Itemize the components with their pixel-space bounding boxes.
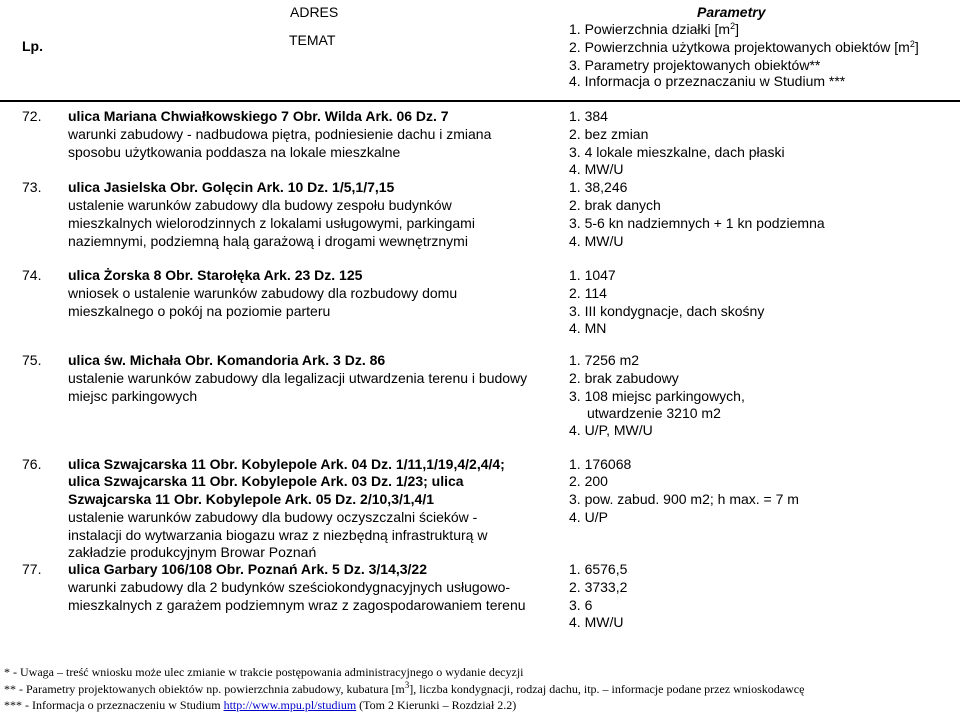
row-74-topic-1: wniosek o ustalenie warunków zabudowy dla rozbudowy domu — [68, 285, 458, 301]
header-adres: ADRES — [290, 4, 339, 20]
row-76-param-4: 4. U/P — [569, 509, 608, 525]
footnote-3 — [4, 697, 516, 713]
row-77-param-4: 4. MW/U — [569, 614, 624, 630]
header-param-1-close: ] — [735, 21, 739, 37]
row-76-param-3: 3. pow. zabud. 900 m2; h max. = 7 m — [569, 491, 799, 507]
row-72-param-4: 4. MW/U — [569, 161, 624, 177]
footnote-2-text: ** - Parametry projektowanych obiektów np. powierzchnia zabudowy, kubatura [m — [4, 682, 405, 696]
row-76-param-2: 2. 200 — [569, 473, 608, 489]
row-74-param-3: 3. III kondygnacje, dach skośny — [569, 303, 765, 319]
row-74-topic-2: mieszkalnego o pokój na poziomie parteru — [68, 303, 331, 319]
row-74-param-4: 4. MN — [569, 320, 607, 336]
row-76-topic-1: ustalenie warunków zabudowy dla budowy oczyszczalni ścieków - — [68, 509, 478, 525]
row-75-topic-1: ustalenie warunków zabudowy dla legalizacji utwardzenia terenu i budowy — [68, 370, 528, 386]
row-72-param-3: 3. 4 lokale mieszkalne, dach płaski — [569, 144, 785, 160]
header-temat: TEMAT — [289, 32, 336, 48]
header-param-3: 3. Parametry projektowanych obiektów** — [569, 57, 821, 73]
row-74-address: ulica Żorska 8 Obr. Starołęka Ark. 23 Dz. 125 — [68, 267, 363, 283]
row-77-param-3: 3. 6 — [569, 597, 593, 613]
row-75-address: ulica św. Michała Obr. Komandoria Ark. 3 Dz. 86 — [68, 352, 386, 368]
footnote-2-sup: 3 — [404, 680, 410, 690]
footnote-2-rest: ], liczba kondygnacji, rodzaj dachu, itp. – informacje podane przez wnioskodawcę — [409, 682, 805, 696]
row-72-address: ulica Mariana Chwiałkowskiego 7 Obr. Wilda Ark. 06 Dz. 7 — [68, 108, 449, 124]
row-73-param-4: 4. MW/U — [569, 233, 624, 249]
row-77-address: ulica Garbary 106/108 Obr. Poznań Ark. 5 Dz. 3/14,3/22 — [68, 561, 427, 577]
footnote-2 — [4, 681, 804, 697]
header-param-2-close: ] — [914, 39, 919, 55]
footnote-3-text: *** - Informacja o przeznaczeniu w Studium — [4, 698, 224, 712]
row-72-number: 72. — [22, 108, 42, 124]
row-77-number: 77. — [22, 561, 42, 577]
row-77-param-1: 1. 6576,5 — [569, 561, 628, 577]
row-75-param-4: 4. U/P, MW/U — [569, 422, 653, 438]
row-75-param-3-cont: utwardzenie 3210 m2 — [587, 405, 721, 421]
row-73-param-2: 2. brak danych — [569, 197, 661, 213]
header-param-1 — [569, 20, 739, 39]
row-76-topic-3: zakładzie produkcyjnym Browar Poznań — [68, 544, 317, 560]
row-72-param-1: 1. 384 — [569, 108, 608, 124]
row-75-param-3: 3. 108 miejsc parkingowych, — [569, 388, 745, 404]
header-param-2 — [569, 38, 919, 57]
row-73-topic-1: ustalenie warunków zabudowy dla budowy zespołu budynków — [68, 197, 452, 213]
row-72-topic-1: warunki zabudowy - nadbudowa piętra, podniesienie dachu i zmiana — [68, 126, 492, 142]
row-75-param-2: 2. brak zabudowy — [569, 370, 679, 386]
header-param-4: 4. Informacja o przeznaczaniu w Studium *** — [569, 73, 846, 89]
row-74-number: 74. — [22, 267, 42, 283]
row-73-topic-2: mieszkalnych wielorodzinnych z lokalami usługowymi, parkingami — [68, 215, 475, 231]
row-73-topic-3: naziemnymi, podziemną halą garażową i drogami wewnętrznymi — [68, 233, 468, 249]
row-76-address-1: ulica Szwajcarska 11 Obr. Kobylepole Ark. 04 Dz. 1/11,1/19,4/2,4/4; — [68, 456, 505, 472]
row-76-topic-2: instalacji do wytwarzania biogazu wraz z niezbędną infrastrukturą w — [68, 527, 488, 543]
row-75-param-1: 1. 7256 m2 — [569, 352, 640, 368]
footnote-1: * - Uwaga – treść wniosku może ulec zmianie w trakcie postępowania administracyjnego o wydanie decyzji — [4, 665, 524, 679]
header-param-2-text: 2. Powierzchnia użytkowa projektowanych obiektów [m — [569, 39, 910, 55]
header-param-1-text: 1. Powierzchnia działki [m — [569, 21, 731, 37]
row-72-param-2: 2. bez zmian — [569, 126, 649, 142]
row-75-topic-2: miejsc parkingowych — [68, 388, 198, 404]
row-76-address-3: Szwajcarska 11 Obr. Kobylepole Ark. 05 Dz. 2/10,3/1,4/1 — [68, 491, 435, 507]
header-lp: Lp. — [22, 38, 43, 54]
row-74-param-2: 2. 114 — [569, 285, 607, 301]
studium-link[interactable]: http://www.mpu.pl/studium — [223, 698, 357, 712]
row-73-param-1: 1. 38,246 — [569, 179, 628, 195]
header-param-1-sup: 2 — [730, 21, 736, 31]
row-77-topic-1: warunki zabudowy dla 2 budynków sześciokondygnacyjnych usługowo- — [68, 579, 511, 595]
row-76-number: 76. — [22, 456, 42, 472]
row-72-topic-2: sposobu użytkowania poddasza na lokale mieszkalne — [68, 144, 401, 160]
row-77-param-2: 2. 3733,2 — [569, 579, 628, 595]
row-73-address: ulica Jasielska Obr. Golęcin Ark. 10 Dz. 1/5,1/7,15 — [68, 179, 395, 195]
row-74-param-1: 1. 1047 — [569, 267, 616, 283]
header-parametry: Parametry — [697, 4, 766, 20]
row-75-number: 75. — [22, 352, 42, 368]
row-76-param-1: 1. 176068 — [569, 456, 632, 472]
footnote-3-rest: (Tom 2 Kierunki – Rozdział 2.2) — [356, 698, 517, 712]
header-param-2-sup: 2 — [909, 39, 915, 49]
row-73-param-3: 3. 5-6 kn nadziemnych + 1 kn podziemna — [569, 215, 825, 231]
row-77-topic-2: mieszkalnych z garażem podziemnym wraz z zagospodarowaniem terenu — [68, 597, 526, 613]
header-divider — [0, 100, 960, 102]
row-73-number: 73. — [22, 179, 42, 195]
row-76-address-2: ulica Szwajcarska 11 Obr. Kobylepole Ark. 03 Dz. 1/23; ulica — [68, 473, 464, 489]
